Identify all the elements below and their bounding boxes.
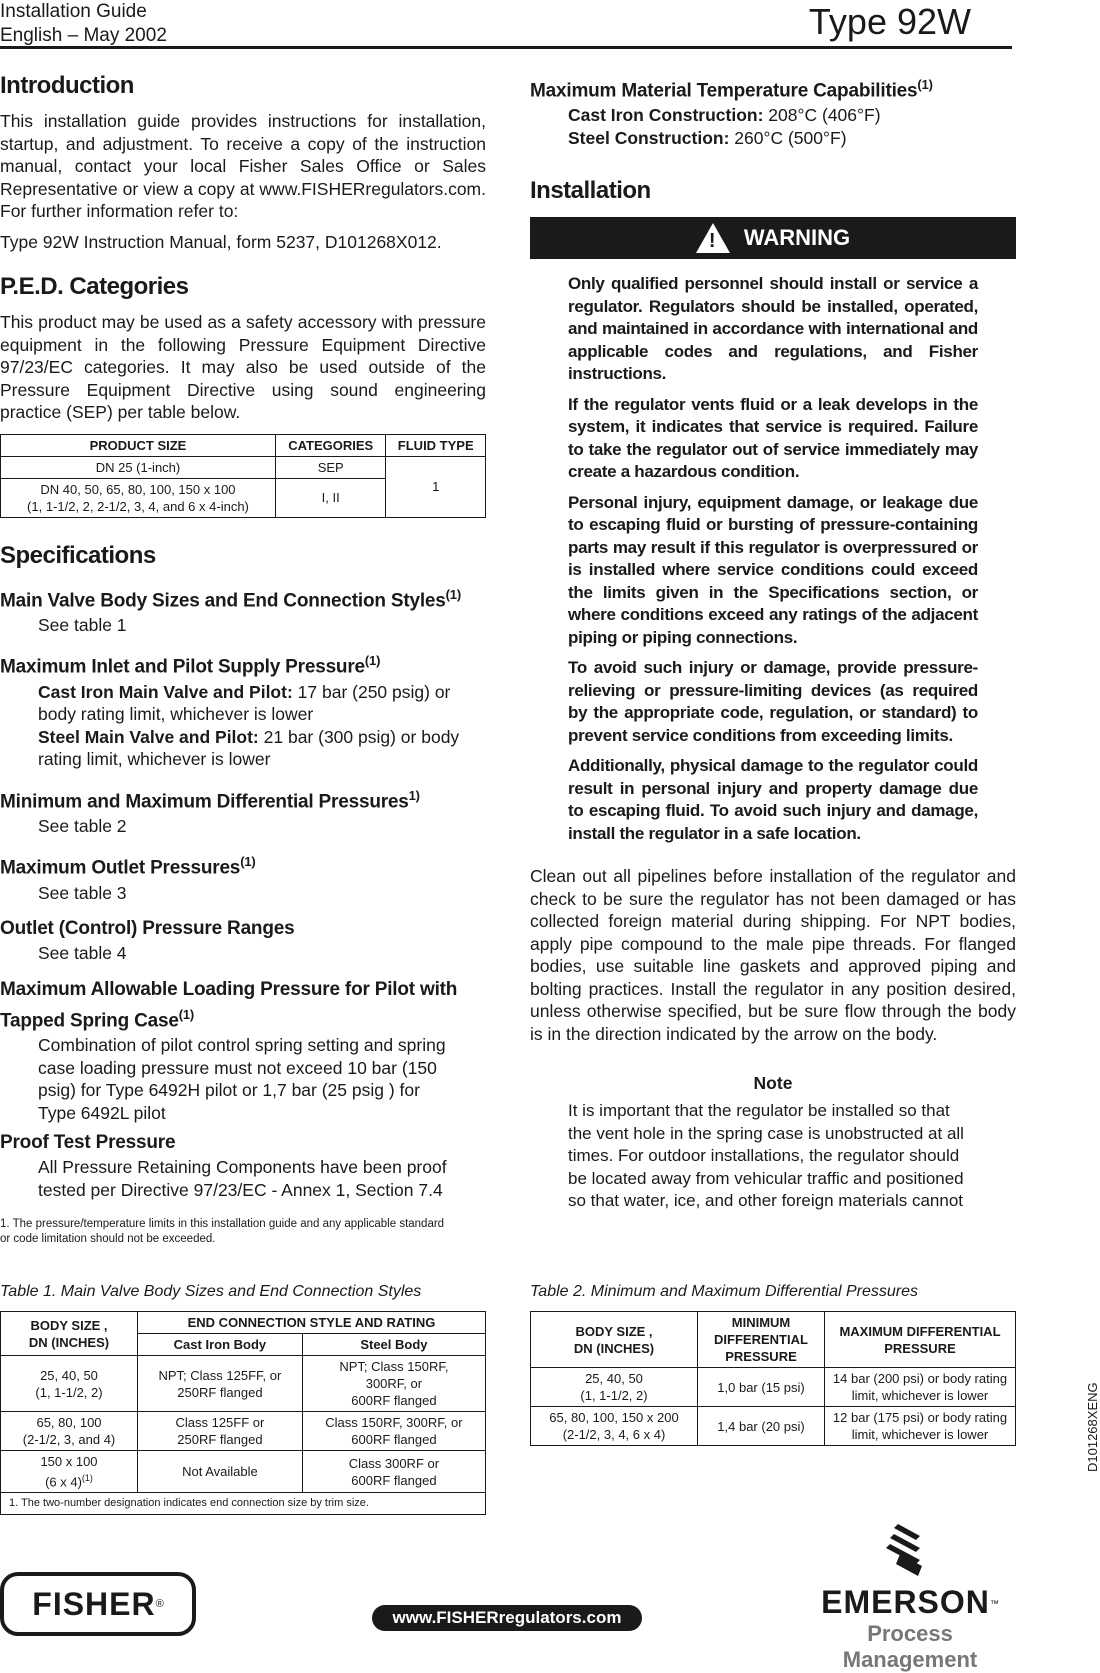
header-line: BODY SIZE , bbox=[30, 1317, 108, 1333]
footnote-ref: (1) bbox=[445, 586, 461, 602]
cell-line bbox=[4, 1470, 134, 1490]
table1-header-end: END CONNECTION STYLE AND RATING bbox=[138, 1312, 486, 1334]
header-line: DN (INCHES) bbox=[573, 1340, 655, 1356]
specs-footnote: 1. The pressure/temperature limits in this installation guide and any applicable standard or code limitation should not be exceeded. bbox=[0, 1218, 445, 1246]
table1-block bbox=[0, 1283, 486, 1515]
spec-value bbox=[0, 726, 486, 771]
footnote-ref: (1) bbox=[917, 77, 933, 92]
warning-banner bbox=[530, 217, 1016, 259]
spec-value: See table 3 bbox=[38, 882, 127, 903]
table2 bbox=[530, 1311, 1016, 1446]
cell-line: limit, whichever is lower bbox=[851, 1388, 989, 1403]
warning-text: Only qualified personnel should install or service a regulator. Regulators should be installed, operated, and maintained in accordance with international and applicable codes and regulations, and Fisher instructions. bbox=[568, 274, 978, 384]
spec-heading bbox=[0, 582, 486, 613]
right-column bbox=[530, 72, 1016, 1213]
warning-label: WARNING bbox=[743, 225, 851, 251]
table1-header-ci: Cast Iron Body bbox=[138, 1334, 303, 1356]
cell-line: (2-1/2, 3, and 4) bbox=[22, 1432, 116, 1447]
spec-heading-text: Maximum Inlet and Pilot Supply Pressure bbox=[0, 656, 365, 678]
table-row bbox=[531, 1407, 1016, 1446]
cell-line: 25, 40, 50 bbox=[585, 1371, 643, 1386]
table1-cell bbox=[302, 1412, 485, 1451]
table-row bbox=[1, 1356, 486, 1412]
table1-header-size bbox=[1, 1312, 138, 1356]
table1-caption: Table 1. Main Valve Body Sizes and End Connection Styles bbox=[0, 1283, 422, 1300]
spec-heading bbox=[0, 916, 486, 941]
spec-value: See table 2 bbox=[38, 815, 127, 836]
table2-block bbox=[530, 1283, 1016, 1446]
spec-heading bbox=[0, 648, 486, 679]
fisher-logo bbox=[0, 1572, 196, 1636]
table1-cell bbox=[302, 1451, 485, 1493]
cell-line: 300RF, or bbox=[365, 1376, 423, 1391]
spec-heading bbox=[0, 1130, 486, 1155]
ped-title: P.E.D. Categories bbox=[0, 273, 189, 300]
table2-header-size bbox=[531, 1312, 698, 1368]
table-row bbox=[1, 456, 486, 478]
ped-table bbox=[0, 434, 486, 518]
cell-line: 250RF flanged bbox=[177, 1432, 263, 1447]
doc-type: Installation Guide bbox=[0, 1, 147, 22]
spec-heading bbox=[0, 977, 486, 1033]
header-line: PRESSURE bbox=[725, 1349, 797, 1364]
cell-line: (1, 1-1/2, 2) bbox=[35, 1384, 103, 1400]
table2-cell bbox=[825, 1407, 1016, 1446]
spec-value: See table 1 bbox=[38, 614, 127, 635]
intro-reference: Type 92W Instruction Manual, form 5237, D101268X012. bbox=[0, 231, 442, 252]
spec-heading bbox=[0, 849, 486, 880]
cell-line: limit, whichever is lower bbox=[851, 1427, 989, 1442]
cell-line: 600RF flanged bbox=[351, 1432, 437, 1447]
table1-cell bbox=[138, 1412, 303, 1451]
left-column bbox=[0, 72, 486, 1247]
table2-header-max bbox=[825, 1312, 1016, 1368]
footnote-ref: (1) bbox=[364, 653, 381, 669]
cell-line: Class 150RF, 300RF, or bbox=[325, 1415, 463, 1430]
cell-line: 600RF flanged bbox=[351, 1472, 437, 1488]
table1-cell bbox=[1, 1356, 138, 1412]
header-rule bbox=[0, 46, 1012, 49]
spec-heading-text: Maximum Allowable Loading Pressure for Pilot with Tapped Spring Case bbox=[0, 978, 458, 1032]
ped-cell: DN 25 (1-inch) bbox=[1, 456, 276, 478]
emerson-wordmark bbox=[800, 1584, 1020, 1621]
ped-para: This product may be used as a safety accessory with pressure equipment in the following Pressure Equipment Directive 97/23/EC categories. It may also be used outside of the Pressure Equipment Directive using sound engineering practice (SEP) per table below. bbox=[0, 312, 486, 422]
doc-language-date: English – May 2002 bbox=[0, 25, 167, 46]
ped-header-fluid: FLUID TYPE bbox=[386, 434, 486, 456]
cell-line: 65, 80, 100 bbox=[36, 1415, 102, 1430]
header-line: MAXIMUM DIFFERENTIAL bbox=[839, 1323, 1001, 1339]
registered-mark: ® bbox=[155, 1598, 164, 1610]
spec-value bbox=[530, 104, 1016, 127]
footnote-ref: 1) bbox=[408, 787, 420, 803]
spec-heading-text: Minimum and Maximum Differential Pressures bbox=[0, 790, 409, 812]
header-left bbox=[0, 0, 167, 48]
table2-caption: Table 2. Minimum and Maximum Differential Pressures bbox=[530, 1283, 918, 1300]
header-line: MINIMUM bbox=[731, 1315, 791, 1330]
warning-text: Personal injury, equipment damage, or leakage due to escaping fluid or bursting of pressure-containing parts may result if this regulator is overpressured or is installed where service conditions could exceed the limits given in the Specifications section, or where conditions exceed any ratings of the adjacent piping or piping connections. bbox=[568, 492, 978, 647]
ped-cell bbox=[1, 478, 276, 517]
footnote-ref: (1) bbox=[178, 1006, 194, 1022]
emerson-text: EMERSON bbox=[821, 1584, 990, 1620]
install-title: Installation bbox=[530, 177, 651, 205]
spec-value-text: 208°C (406°F) bbox=[768, 105, 881, 126]
table2-cell: 1,4 bar (20 psi) bbox=[698, 1407, 825, 1446]
cell-line: 14 bar (200 psi) or body rating bbox=[832, 1371, 1008, 1386]
cell-line: 600RF flanged bbox=[351, 1393, 437, 1408]
note-title: Note bbox=[753, 1073, 793, 1094]
table1-footnote: 1. The two-number designation indicates end connection size by trim size. bbox=[1, 1493, 486, 1515]
table-row bbox=[1, 1451, 486, 1493]
cell-line: NPT; Class 150RF, bbox=[339, 1359, 449, 1374]
table-row bbox=[531, 1368, 1016, 1407]
spec-value-text: 260°C (500°F) bbox=[734, 127, 847, 148]
intro-para: This installation guide provides instructions for installation, startup, and adjustment. To receive a copy of the instruction manual, contact your local Fisher Sales Office or Sales Representative or view a copy at www.FISHERregulators.com. For further information refer to: bbox=[0, 111, 486, 221]
warning-triangle-icon: ! bbox=[696, 223, 730, 253]
ped-cell-line: DN 40, 50, 65, 80, 100, 150 x 100 bbox=[40, 481, 236, 497]
emerson-logo bbox=[800, 1520, 1020, 1672]
note-text: It is important that the regulator be installed so that the vent hole in the spring case is unobstructed at all times. For outdoor installations, the regulator should be located away from vehicular traffic and positioned so that water, ice, and other foreign materials cannot bbox=[568, 1101, 964, 1211]
spec-value-text: 21 bar (300 psig) or body rating limit, whichever is lower bbox=[38, 726, 460, 770]
spec-heading bbox=[0, 783, 486, 814]
spec-value bbox=[0, 681, 486, 726]
spec-heading-text: Proof Test Pressure bbox=[0, 1132, 176, 1154]
cell-line: 150 x 100 bbox=[40, 1454, 98, 1469]
spec-heading-text: Maximum Outlet Pressures bbox=[0, 857, 241, 879]
header-line: BODY SIZE , bbox=[575, 1323, 653, 1339]
table1-cell bbox=[1, 1412, 138, 1451]
install-para: Clean out all pipelines before installation of the regulator and check to be sure the regulator has not been damaged or has collected foreign material during shipping. For NPT bodies, apply pipe compound to the male pipe threads. For flanged bodies, use suitable line gaskets and approved piping and bolting practices. Install the regulator in any position desired, unless otherwise specified, but be sure flow through the body is in the direction indicated by the arrow on the body. bbox=[530, 866, 1016, 1044]
ped-cell-line: (1, 1-1/2, 2, 2-1/2, 3, 4, and 6 x 4-inch) bbox=[27, 498, 249, 514]
table-row bbox=[1, 1412, 486, 1451]
cell-line: (2-1/2, 3, 4, 6 x 4) bbox=[562, 1427, 666, 1442]
cell-text: (6 x 4) bbox=[45, 1474, 82, 1490]
ped-cell: I, II bbox=[275, 478, 386, 517]
spec-heading-text: Main Valve Body Sizes and End Connection Styles bbox=[0, 589, 446, 611]
cell-line: Class 125FF or bbox=[175, 1415, 265, 1430]
cell-line: 25, 40, 50 bbox=[40, 1367, 98, 1383]
spec-value: See table 4 bbox=[38, 943, 127, 964]
table1-cell: Not Available bbox=[138, 1451, 303, 1493]
table1-cell bbox=[302, 1356, 485, 1412]
spec-heading-text: Outlet (Control) Pressure Ranges bbox=[0, 918, 295, 940]
cell-line: Class 300RF or bbox=[348, 1455, 440, 1471]
maxtemp-title bbox=[530, 72, 1016, 103]
cell-line: 65, 80, 100, 150 x 200 bbox=[549, 1410, 679, 1425]
table1-cell bbox=[138, 1356, 303, 1412]
spec-value: Combination of pilot control spring setting and spring case loading pressure must not exceed 10 bar (150 psig) for Type 6492H pilot or 1,7 bar (25 psig ) for Type 6492L pilot bbox=[38, 1035, 446, 1123]
cell-line: 250RF flanged bbox=[177, 1384, 263, 1400]
ped-header-categories: CATEGORIES bbox=[275, 434, 386, 456]
trademark-mark: ™ bbox=[989, 1598, 999, 1609]
spec-label: Cast Iron Main Valve and Pilot: bbox=[38, 681, 293, 702]
cell-line: 12 bar (175 psi) or body rating bbox=[832, 1410, 1008, 1425]
header-line: DIFFERENTIAL bbox=[714, 1332, 808, 1347]
footnote-ref: (1) bbox=[240, 854, 256, 870]
table1 bbox=[0, 1311, 486, 1515]
table2-header-min bbox=[698, 1312, 825, 1368]
header-line: PRESSURE bbox=[884, 1340, 956, 1356]
table1-header-steel: Steel Body bbox=[302, 1334, 485, 1356]
ped-header-size: PRODUCT SIZE bbox=[1, 434, 276, 456]
ped-cell: 1 bbox=[386, 456, 486, 517]
warning-text: Additionally, physical damage to the regulator could result in personal injury and property damage due to escaping fluid. To avoid such injury and damage, install the regulator in a safe location. bbox=[568, 756, 978, 843]
spec-heading-text: Maximum Material Temperature Capabilities bbox=[530, 80, 918, 102]
spec-value: All Pressure Retaining Components have been proof tested per Directive 97/23/EC - Annex 1, Section 7.4 bbox=[38, 1157, 447, 1200]
spec-label: Steel Main Valve and Pilot: bbox=[38, 726, 259, 747]
table2-cell bbox=[531, 1407, 698, 1446]
spec-value bbox=[530, 127, 1016, 150]
warning-text: To avoid such injury or damage, provide pressure-relieving or pressure-limiting devices (as required by the appropriate code, regulation, or standard) to prevent service conditions from exceeding limits. bbox=[568, 658, 978, 745]
cell-line: NPT; Class 125FF, or bbox=[158, 1367, 282, 1383]
specs-title: Specifications bbox=[0, 541, 156, 569]
document-number: D101268XENG bbox=[1085, 1382, 1100, 1472]
product-title: Type 92W bbox=[808, 1, 971, 42]
intro-title: Introduction bbox=[0, 72, 134, 99]
spec-label: Steel Construction: bbox=[568, 127, 730, 148]
table2-cell: 1,0 bar (15 psi) bbox=[698, 1368, 825, 1407]
process-management-text: Process Management bbox=[842, 1621, 978, 1672]
table2-cell bbox=[825, 1368, 1016, 1407]
warning-text: If the regulator vents fluid or a leak develops in the system, it indicates that service is required. Failure to take the regulator out of service immediately may create a hazardous condition. bbox=[568, 394, 978, 482]
footnote-ref: (1) bbox=[81, 1473, 93, 1483]
spec-label: Cast Iron Construction: bbox=[568, 105, 764, 126]
cell-line: (1, 1-1/2, 2) bbox=[580, 1388, 648, 1403]
table2-cell bbox=[531, 1368, 698, 1407]
fisher-logo-text: FISHER bbox=[32, 1585, 156, 1622]
spec-value-text: 17 bar (250 psig) or body rating limit, whichever is lower bbox=[38, 681, 451, 725]
header-line: DN (INCHES) bbox=[28, 1334, 110, 1350]
website-link[interactable]: www.FISHERregulators.com bbox=[372, 1605, 642, 1631]
table1-cell bbox=[1, 1451, 138, 1493]
ped-cell: SEP bbox=[275, 456, 386, 478]
emerson-mark-icon bbox=[880, 1520, 940, 1580]
